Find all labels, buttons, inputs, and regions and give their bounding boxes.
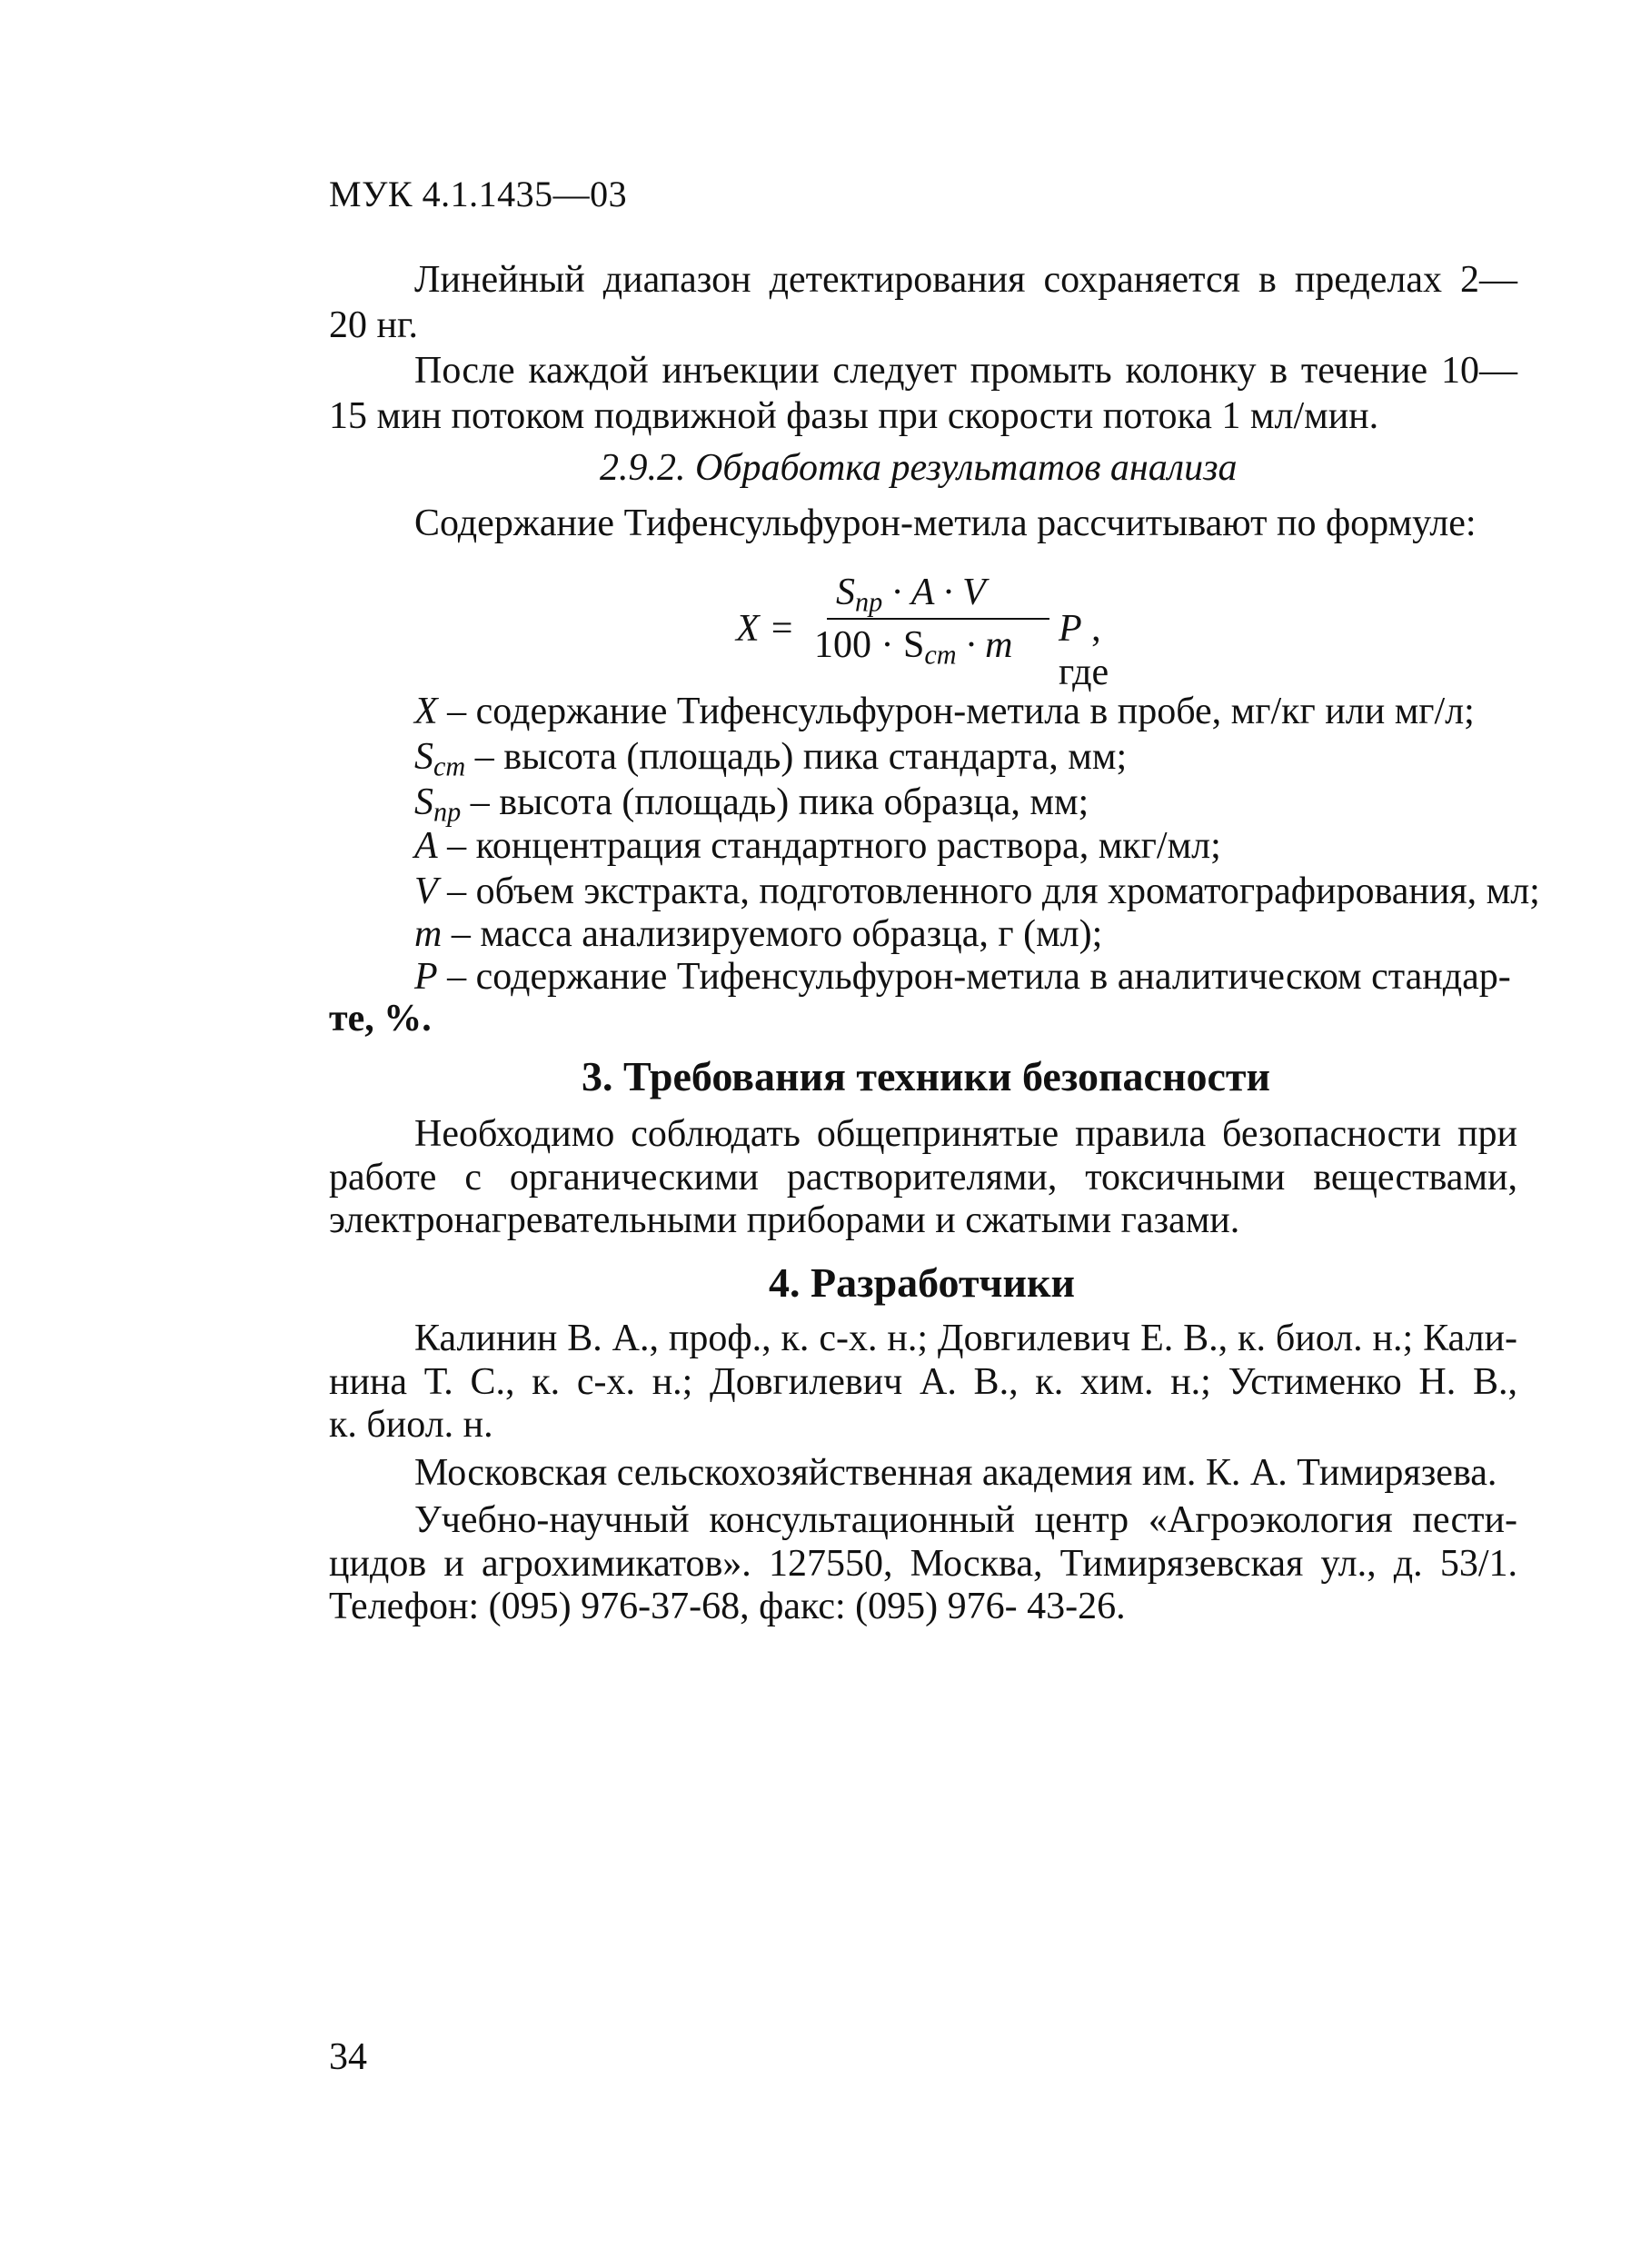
legend-tail: те, %. — [329, 998, 432, 1040]
paragraph-line: Учебно-научный консультационный центр «Агроэкология пести- — [414, 1499, 1517, 1541]
legend-item: P – содержание Тифенсульфурон-метила в аналитическом стандар- — [414, 956, 1511, 998]
paragraph-line: нина Т. С., к. с-х. н.; Довгилевич А. В., к. хим. н.; Устименко Н. В., — [329, 1361, 1517, 1403]
legend-item: V – объем экстракта, подготовленного для хроматографирования, мл; — [414, 870, 1540, 912]
formula-intro: Содержание Тифенсульфурон-метила рассчитывают по формуле: — [414, 502, 1477, 544]
paragraph-line: работе с органическими растворителями, токсичными веществами, — [329, 1157, 1517, 1199]
subsection-heading: 2.9.2. Обработка результатов анализа — [600, 447, 1238, 489]
paragraph-line: Московская сельскохозяйственная академия им. К. А. Тимирязева. — [414, 1452, 1497, 1494]
section-3-heading: 3. Требования техники безопасности — [582, 1053, 1270, 1099]
formula — [736, 571, 1145, 693]
fraction-bar — [827, 618, 1049, 620]
paragraph-line: После каждой инъекции следует промыть колонку в течение 10— — [414, 350, 1517, 392]
formula-rhs: P , где — [1059, 608, 1109, 693]
legend-item: X – содержание Тифенсульфурон-метила в пробе, мг/кг или мг/л; — [414, 691, 1475, 732]
legend-item: $S_{cm}$ – высота (площадь) пика стандарта, мм; — [414, 736, 1128, 782]
paragraph-line: 20 нг. — [329, 304, 418, 346]
legend-item: m – масса анализируемого образца, г (мл); — [414, 913, 1103, 955]
paragraph-line: 15 мин потоком подвижной фазы при скорости потока 1 мл/мин. — [329, 395, 1379, 437]
legend-item: $S_{np}$ – высота (площадь) пика образца, мм; — [414, 781, 1089, 828]
paragraph-line: электронагревательными приборами и сжатыми газами. — [329, 1199, 1240, 1241]
formula-denominator: $100 \cdot S_{ст} \cdot m$ — [814, 624, 1013, 671]
paragraph-line: Необходимо соблюдать общепринятые правила безопасности при — [414, 1113, 1517, 1155]
legend-item: A – концентрация стандартного раствора, мкг/мл; — [414, 825, 1221, 867]
paragraph-line: к. биол. н. — [329, 1404, 493, 1446]
paragraph-line: Калинин В. А., проф., к. с-х. н.; Довгилевич Е. В., к. биол. н.; Кали- — [414, 1318, 1517, 1359]
formula-numerator: $S_{пр} \cdot A \cdot V$ — [836, 572, 986, 618]
paragraph-line: цидов и агрохимикатов». 127550, Москва, Тимирязевская ул., д. 53/1. — [329, 1543, 1517, 1585]
page-number: 34 — [329, 2036, 367, 2078]
formula-lhs: X = — [736, 608, 795, 650]
document-code: МУК 4.1.1435—03 — [329, 174, 628, 214]
paragraph-line: Телефон: (095) 976-37-68, факс: (095) 976- 43-26. — [329, 1586, 1126, 1627]
section-4-heading: 4. Разработчики — [769, 1259, 1076, 1306]
paragraph-line: Линейный диапазон детектирования сохраняется в пределах 2— — [414, 259, 1517, 301]
